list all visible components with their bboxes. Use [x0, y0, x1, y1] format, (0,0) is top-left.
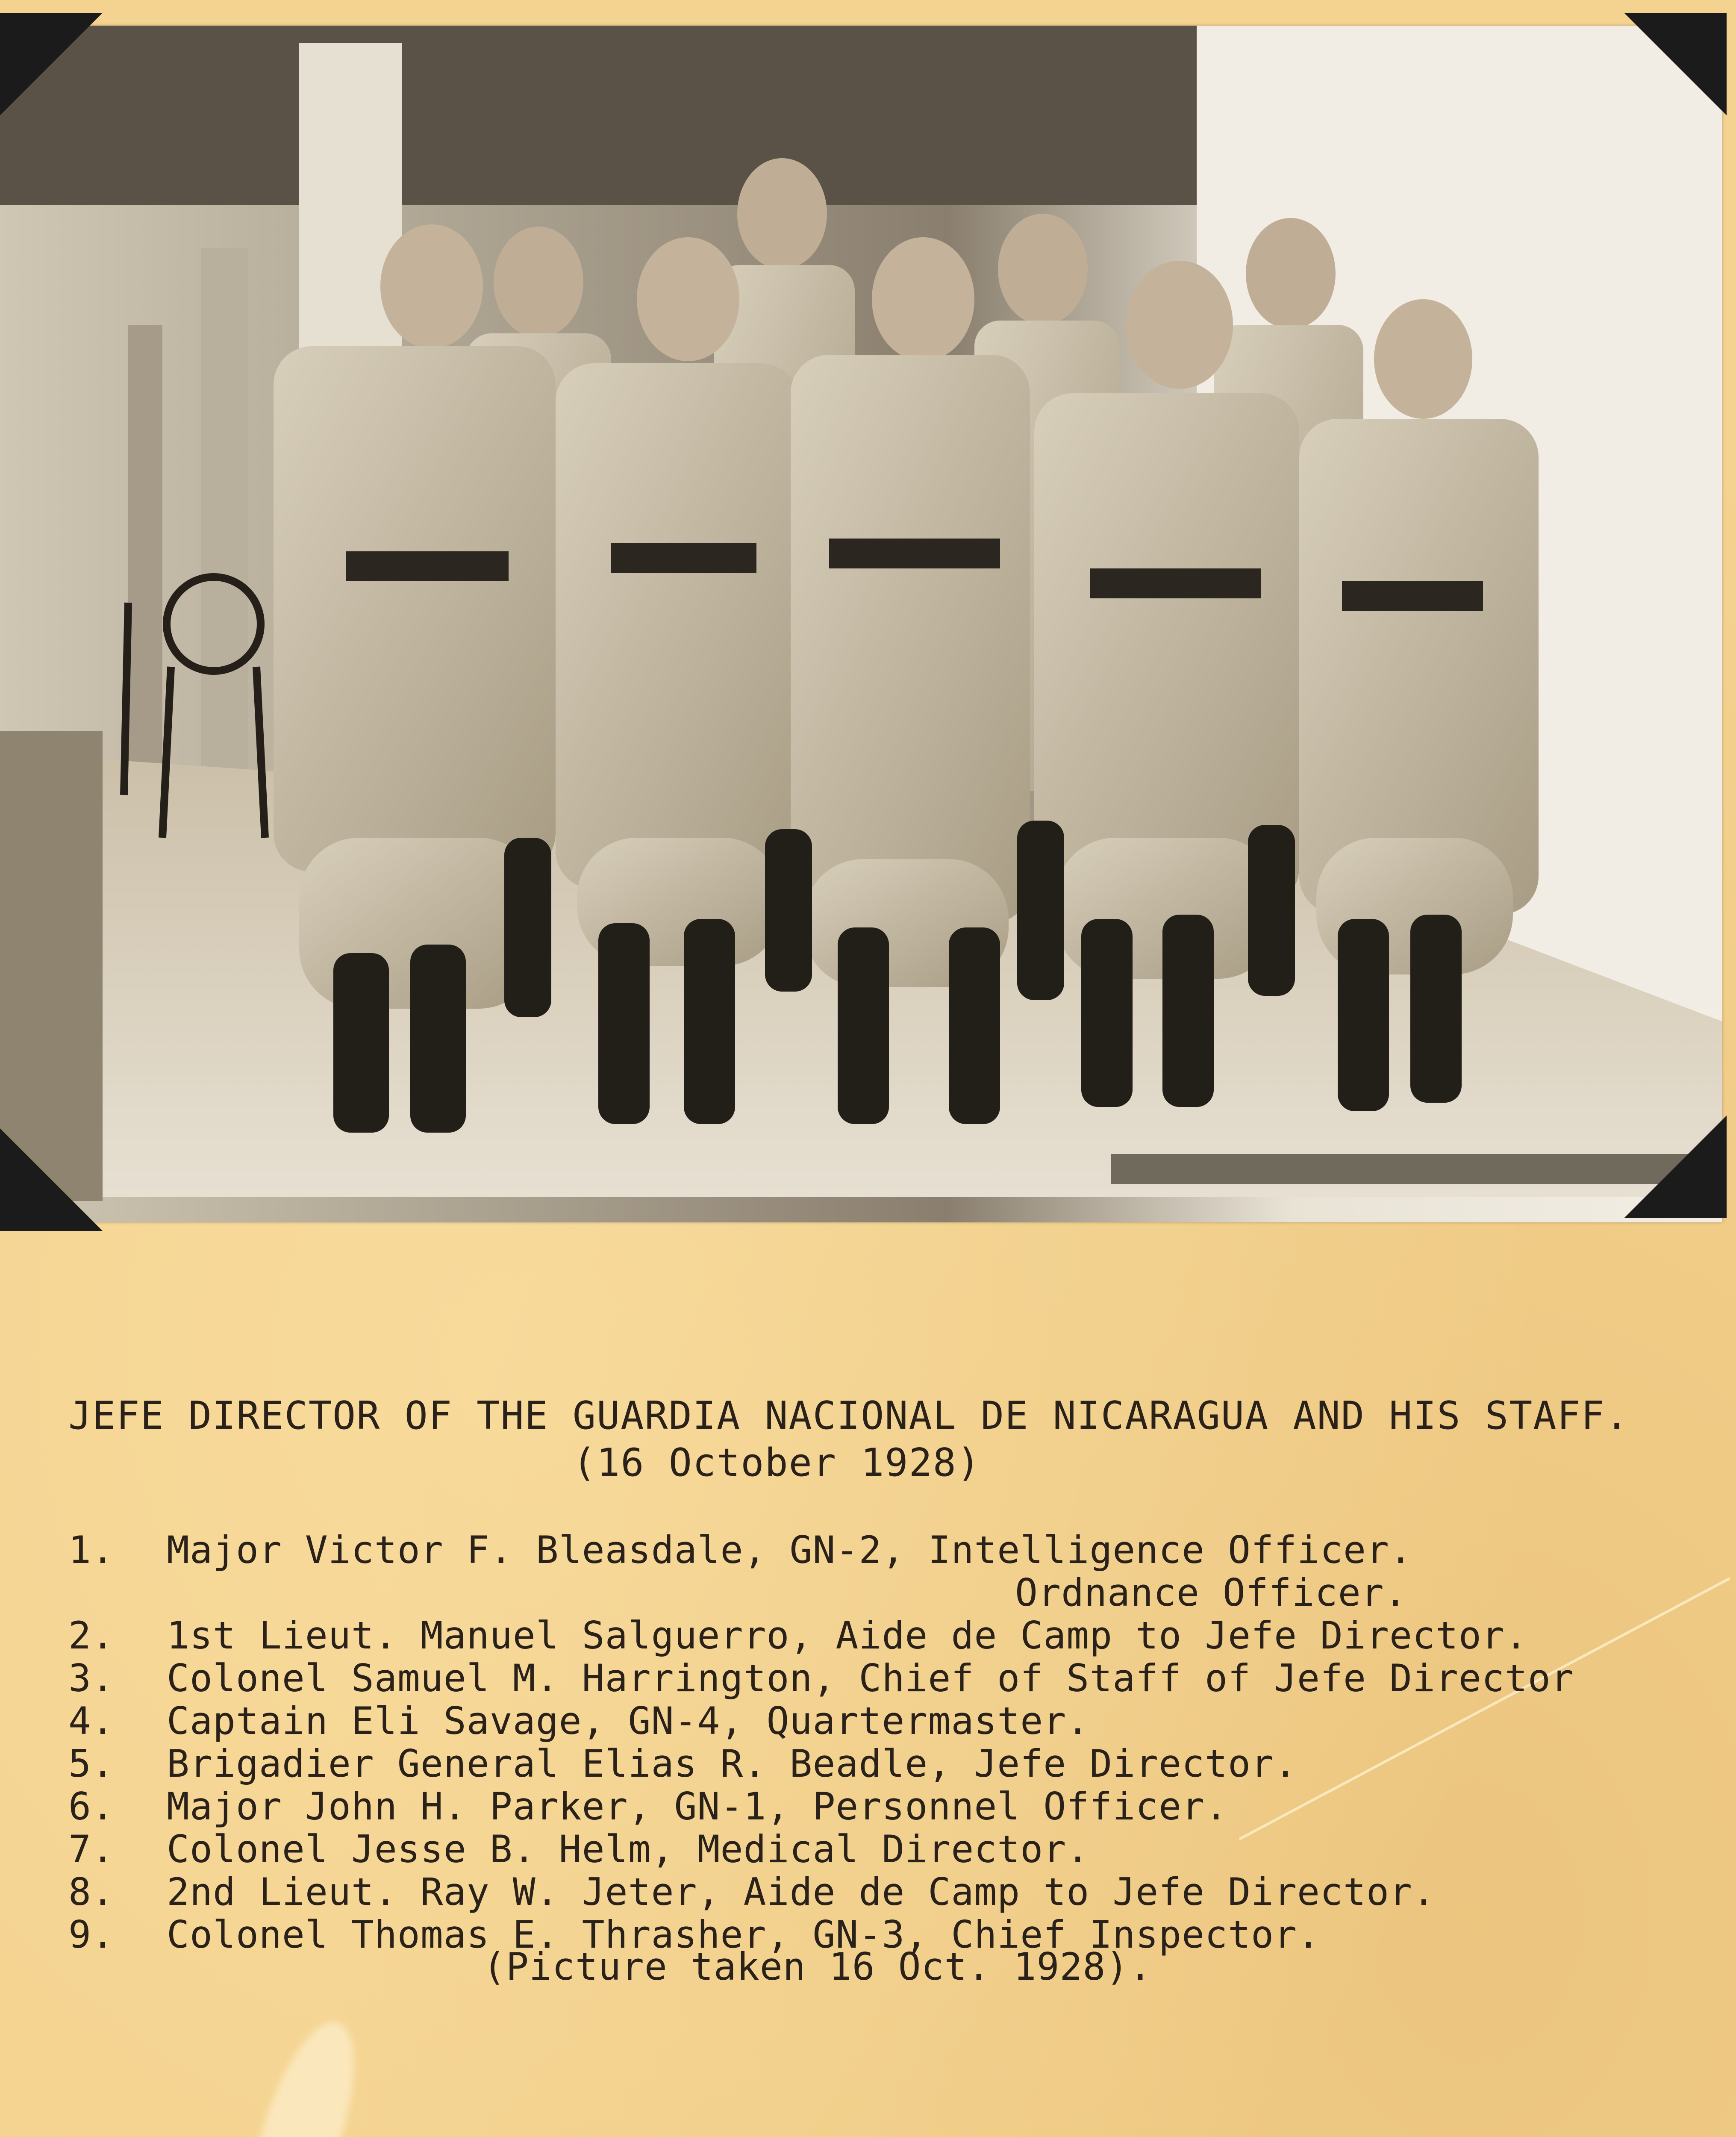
list-item-number: 3. — [68, 1656, 115, 1700]
list-item — [68, 1699, 1727, 1742]
photo-corner-top-left — [0, 13, 103, 115]
list-item-number: 4. — [68, 1699, 115, 1743]
list-item-number: 8. — [68, 1870, 115, 1914]
staff-list — [68, 1528, 1727, 1955]
group-photograph — [0, 26, 1722, 1222]
photo-corner-bottom-left — [0, 1128, 103, 1231]
list-item-text: Brigadier General Elias R. Beadle, Jefe Director. — [167, 1742, 1298, 1786]
photo-corner-bottom-right — [1624, 1116, 1727, 1218]
list-item-number: 1. — [68, 1528, 115, 1572]
list-item-text: Major Victor F. Bleasdale, GN-2, Intelligence Officer. — [167, 1528, 1412, 1572]
list-item — [68, 1613, 1727, 1656]
caption-title: JEFE DIRECTOR OF THE GUARDIA NACIONAL DE NICARAGUA AND HIS STAFF. — [68, 1393, 1629, 1438]
list-item — [68, 1528, 1727, 1571]
list-item-number: 7. — [68, 1827, 115, 1871]
list-item-number: 6. — [68, 1784, 115, 1828]
photo-illustration — [0, 26, 1722, 1222]
list-item — [68, 1870, 1727, 1913]
list-item-number: 5. — [68, 1742, 115, 1786]
list-item-text: Colonel Samuel M. Harrington, Chief of Staff of Jefe Director — [167, 1656, 1574, 1700]
caption-footer: (Picture taken 16 Oct. 1928). — [483, 1945, 1152, 1989]
list-item-number: 2. — [68, 1613, 115, 1657]
list-item-text: 1st Lieut. Manuel Salguerro, Aide de Camp to Jefe Director. — [167, 1613, 1528, 1657]
caption-date: (16 October 1928) — [573, 1440, 981, 1485]
list-item-continuation — [68, 1571, 1727, 1613]
list-item-text: Ordnance Officer. — [1015, 1571, 1407, 1615]
list-item — [68, 1784, 1727, 1827]
list-item-text: Captain Eli Savage, GN-4, Quartermaster. — [167, 1699, 1090, 1743]
list-item-text: 2nd Lieut. Ray W. Jeter, Aide de Camp to Jefe Director. — [167, 1870, 1436, 1914]
list-item-text: Major John H. Parker, GN-1, Personnel Officer. — [167, 1784, 1228, 1828]
list-item — [68, 1827, 1727, 1870]
photo-corner-top-right — [1624, 13, 1727, 115]
list-item — [68, 1742, 1727, 1784]
list-item — [68, 1656, 1727, 1699]
paper-scuff — [232, 2011, 374, 2137]
list-item-number: 9. — [68, 1913, 115, 1957]
list-item-text: Colonel Jesse B. Helm, Medical Director. — [167, 1827, 1090, 1871]
list-item-text: Colonel Thomas E. Thrasher, GN-3, Chief Inspector. — [167, 1913, 1321, 1957]
